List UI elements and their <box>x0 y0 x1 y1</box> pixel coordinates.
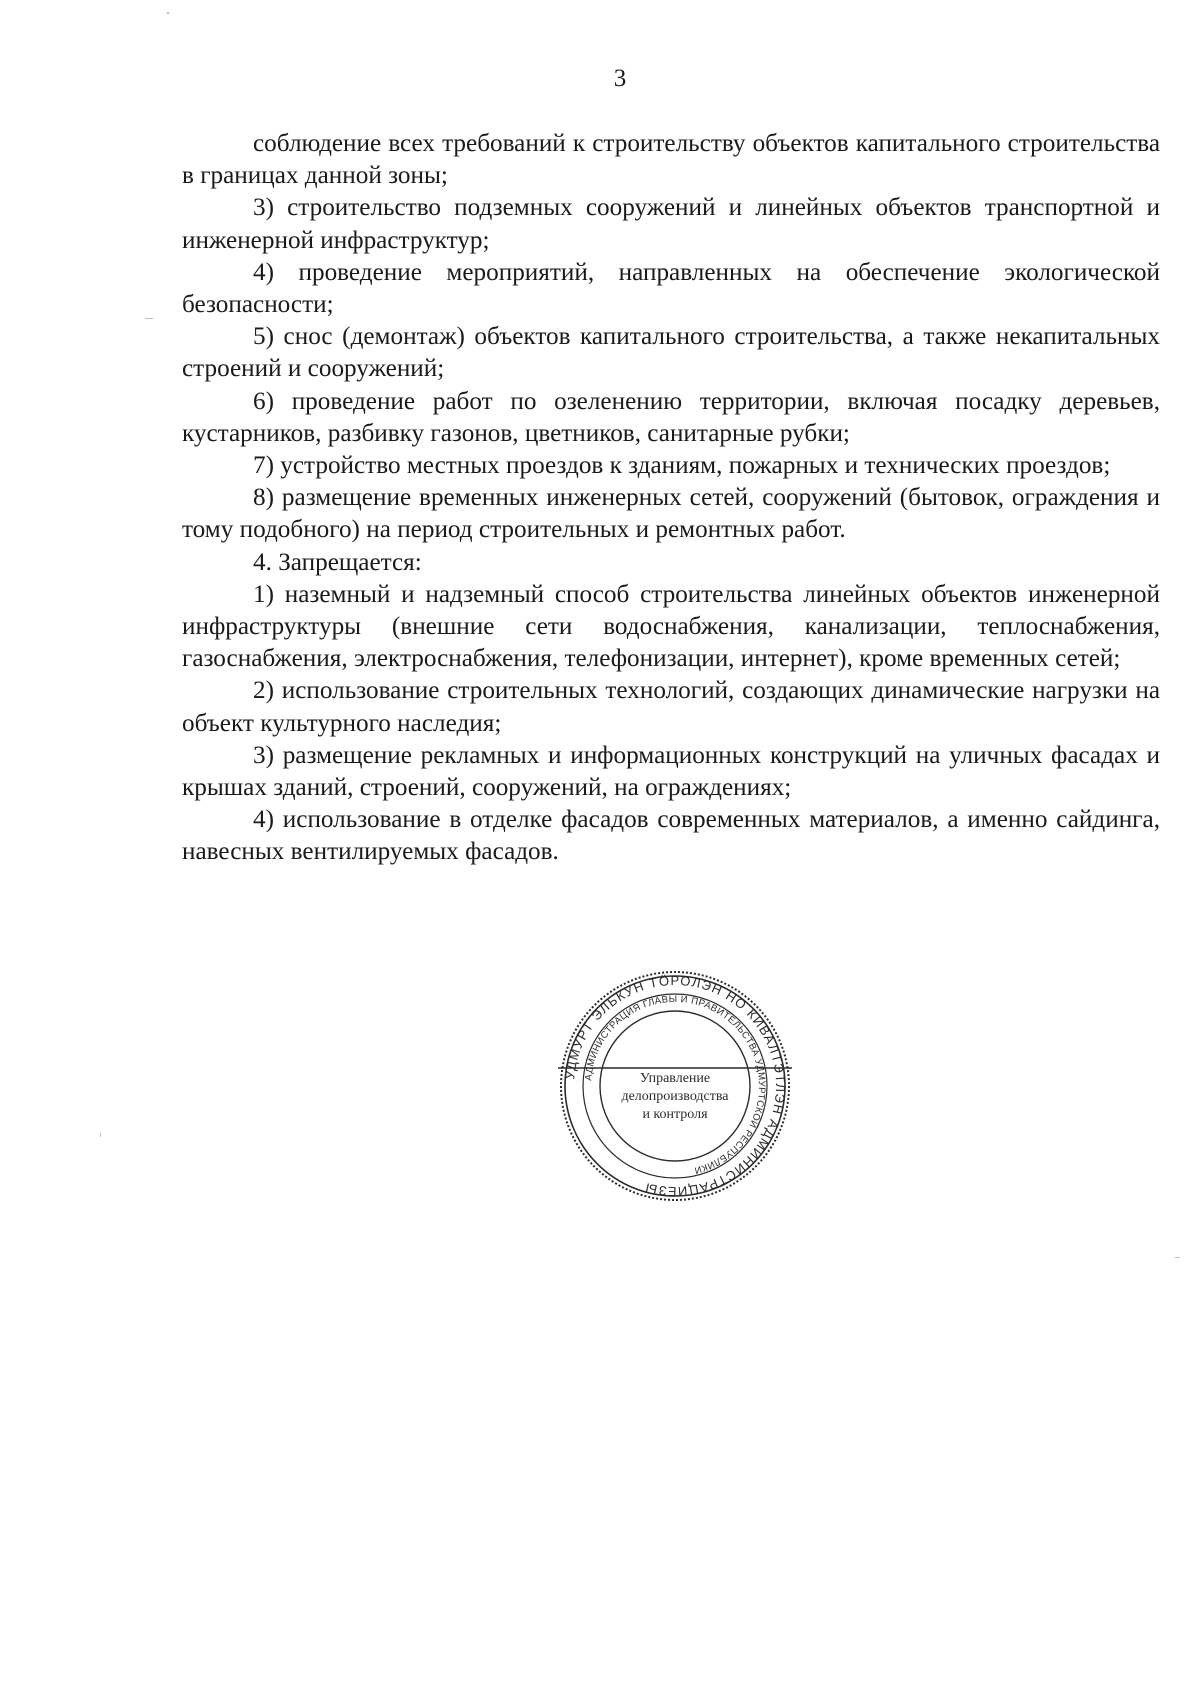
list-item-4: 4) проведение мероприятий, направленных на обеспечение экологической безопасности; <box>182 258 1160 319</box>
svg-text:УДМУРТ ЭЛЬКУН ТӦРОЛЭН НО КИВАЛ <box>562 973 788 1199</box>
seal-inner-text: АДМИНИСТРАЦИЯ ГЛАВЫ И ПРАВИТЕЛЬСТВА УДМУРТСКОЙ РЕСПУБЛИКИ <box>583 993 768 1176</box>
section-heading-4: 4. Запрещается: <box>253 548 422 576</box>
official-seal <box>558 969 792 1203</box>
list-item-6: 6) проведение работ по озеленению территории, включая посадку деревьев, кустарников, разбивку газонов, цветников, санитарные рубки; <box>182 387 1160 447</box>
scan-speck <box>145 318 153 319</box>
seal-center-line-2: делопроизводства <box>621 1089 729 1104</box>
seal-graphic <box>558 969 792 1203</box>
prohibition-item-4: 4) использование в отделке фасадов современных материалов, а именно сайдинга, навесных вентилируемых фасадов. <box>182 806 1160 866</box>
prohibition-item-1: 1) наземный и надземный способ строительства линейных объектов инженерной инфраструктуры (внешние сети водоснабжения, канализации, теплоснабжения, газоснабжения, электроснабжения, телефонизации, интернет), кроме временных сетей; <box>182 580 1160 673</box>
scan-speck <box>1175 1257 1180 1258</box>
list-item-5: 5) снос (демонтаж) объектов капитального строительства, а также некапитальных строений и сооружений; <box>182 323 1160 383</box>
list-item-3: 3) строительство подземных сооружений и линейных объектов транспортной и инженерной инфраструктур; <box>182 194 1160 254</box>
document-body <box>182 128 1160 869</box>
list-item-7: 7) устройство местных проездов к зданиям, пожарных и технических проездов; <box>253 452 1111 480</box>
scan-speck <box>100 1133 101 1137</box>
seal-center-line-3: и контроля <box>642 1107 708 1122</box>
scan-speck <box>167 12 169 14</box>
prohibition-item-2: 2) использование строительных технологий, создающих динамические нагрузки на объект культурного наследия; <box>182 677 1160 737</box>
paragraph-continuation: соблюдение всех требований к строительству объектов капитального строительства в границах данной зоны; <box>182 130 1160 190</box>
seal-center-line-1: Управление <box>639 1071 711 1086</box>
list-item-8: 8) размещение временных инженерных сетей, сооружений (бытовок, ограждения и тому подобного) на период строительных и ремонтных работ. <box>182 484 1160 544</box>
prohibition-item-3: 3) размещение рекламных и информационных конструкций на уличных фасадах и крышах зданий, строений, сооружений, на ограждениях; <box>182 741 1160 802</box>
seal-outer-text: УДМУРТ ЭЛЬКУН ТӦРОЛЭН НО КИВАЛТЭТЛЭН АДМИНИСТРАЦИЕЗЫ <box>562 972 789 1200</box>
page-number: 3 <box>613 65 627 92</box>
